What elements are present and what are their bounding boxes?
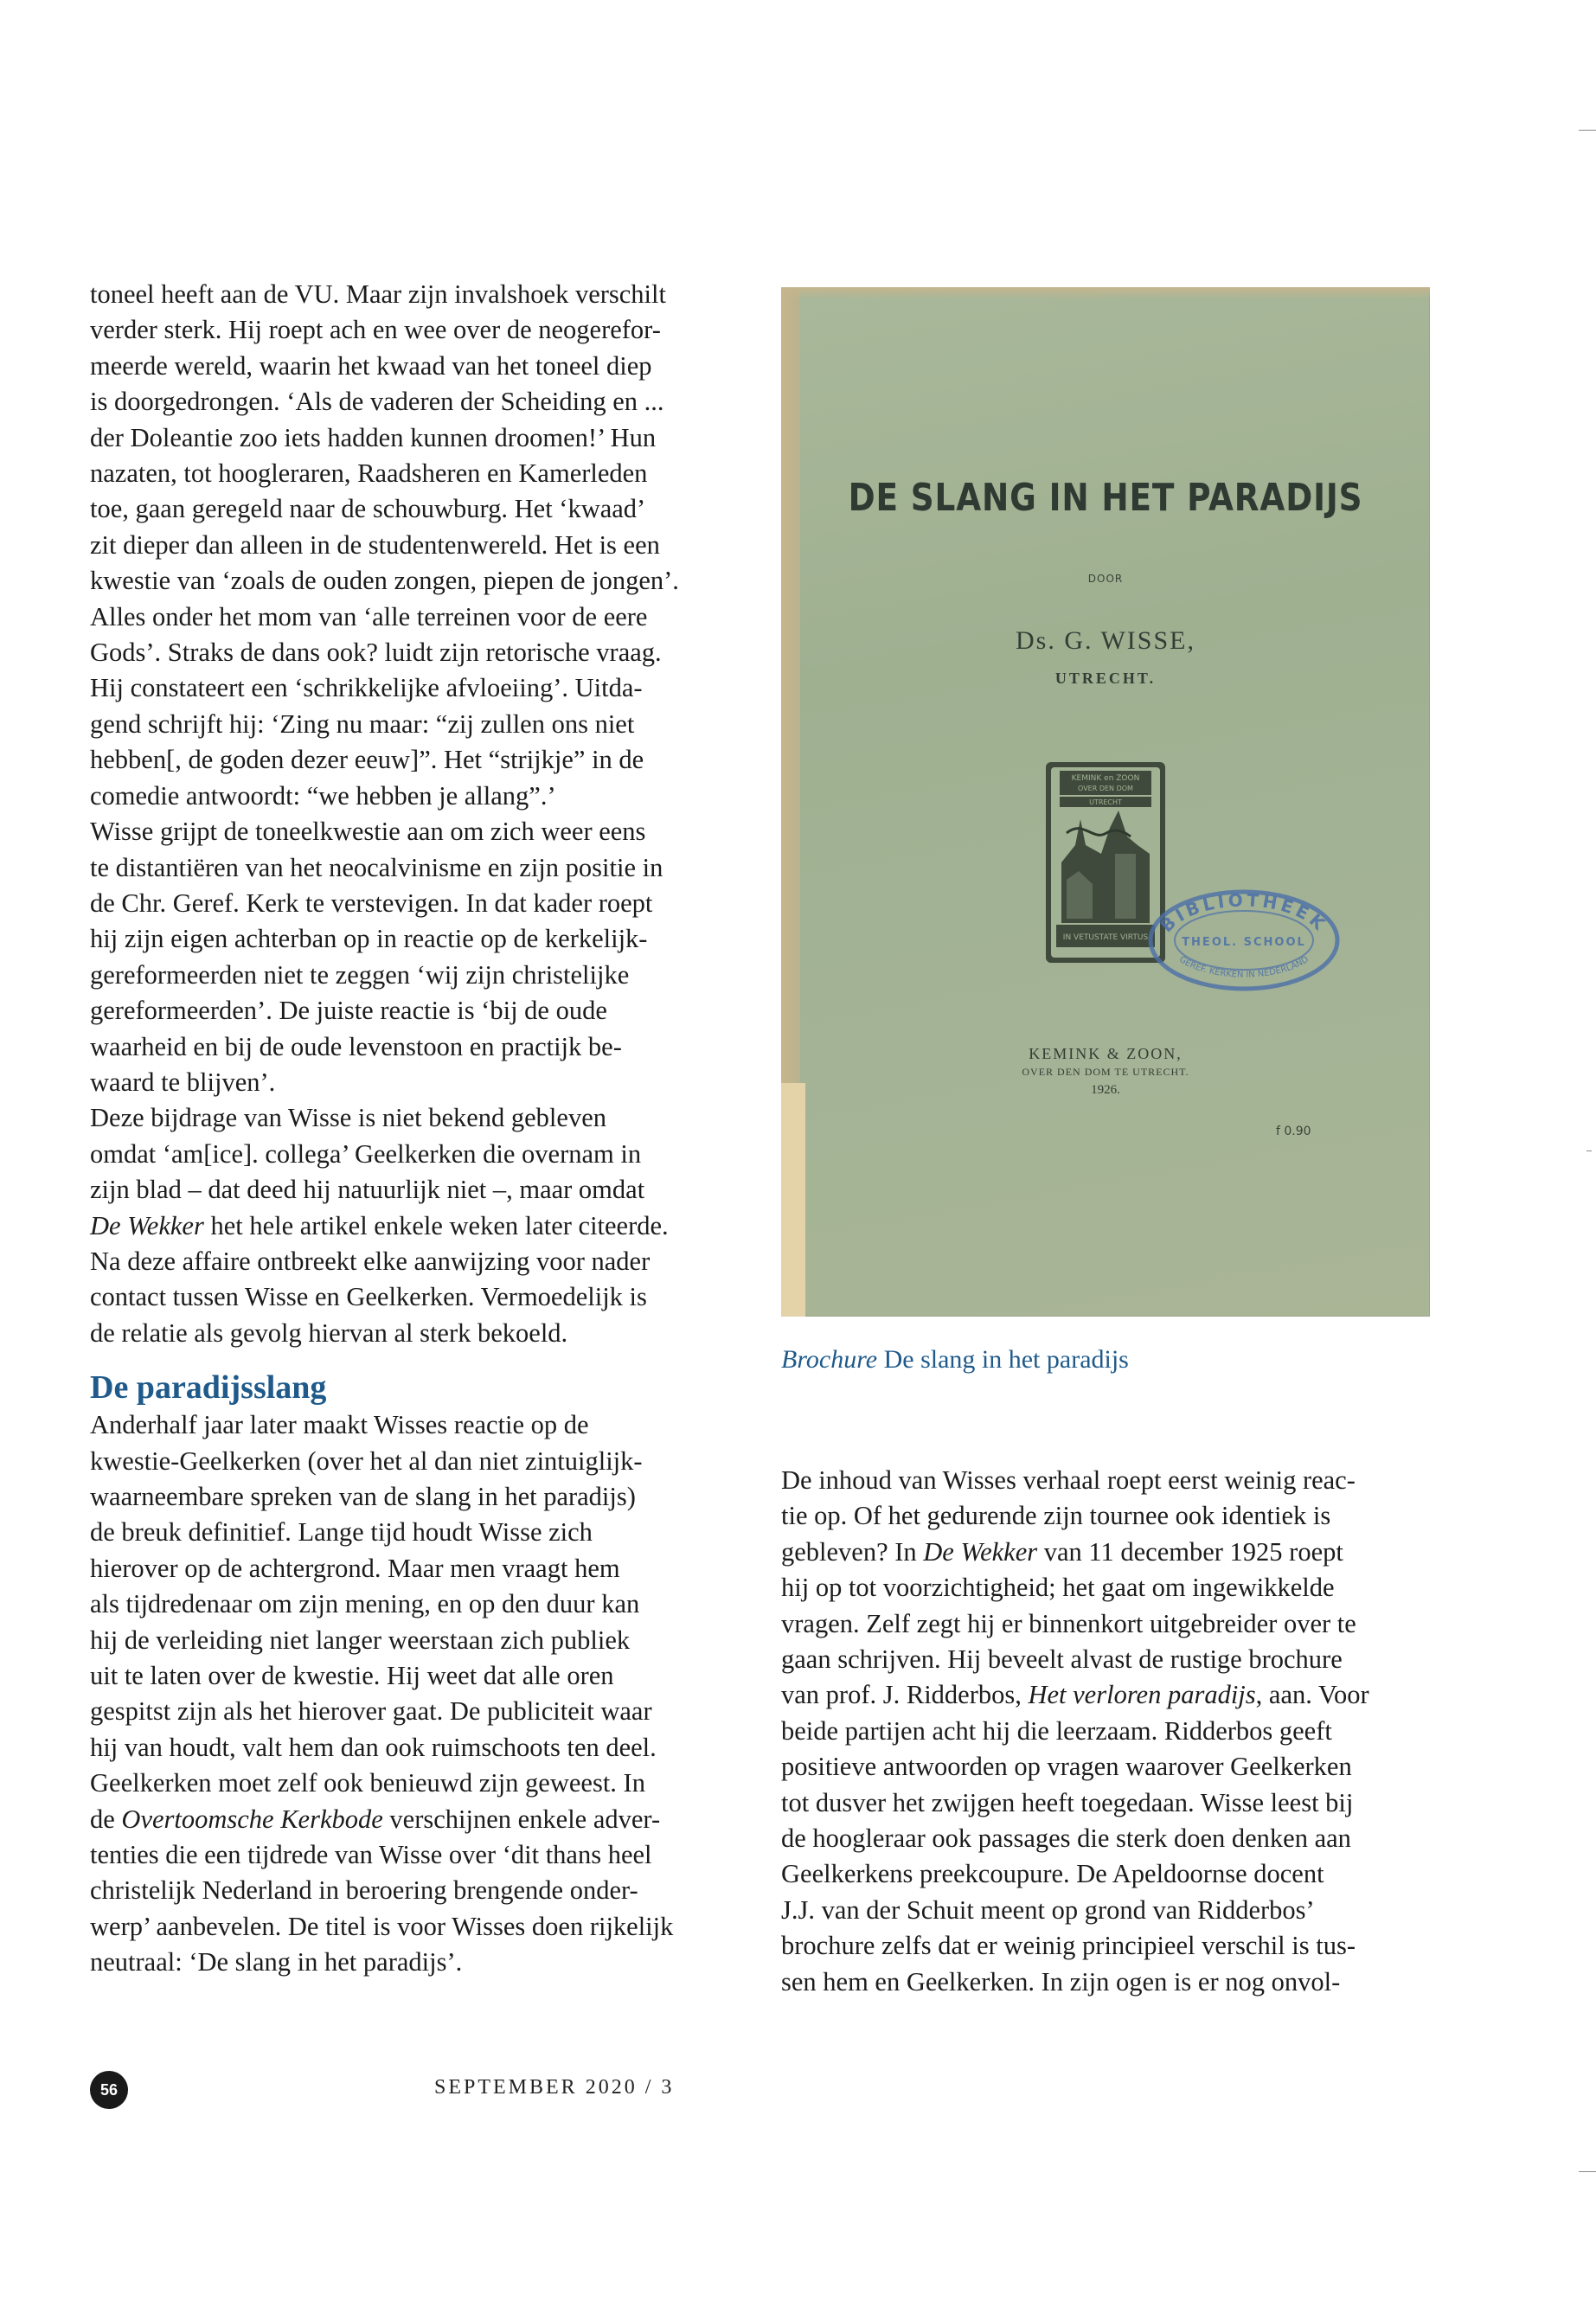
crop-mark [1586, 1150, 1592, 1151]
text-line: kwestie van ‘zoals de ouden zongen, piepen de jongen’. [90, 566, 679, 596]
text-line: hebben[, de goden dezer eeuw]”. Het “strijkje” in de [90, 745, 644, 775]
paragraph-4 [90, 1407, 747, 1981]
text-line: omdat ‘am[ice]. collega’ Geelkerken die overnam in [90, 1138, 642, 1169]
crop-mark [1579, 130, 1596, 131]
text-line: tie op. Of het gedurende zijn tournee ook identiek is [781, 1501, 1331, 1531]
text-line: De inhoud van Wisses verhaal roept eerst weinig reac- [781, 1465, 1356, 1495]
text-line: hij zijn eigen achterban op in reactie op de kerkelijk- [90, 924, 648, 954]
text-line: te distantiëren van het neocalvinisme en zijn positie in [90, 852, 663, 882]
text-line: christelijk Nederland in beroering brengende onder- [90, 1875, 638, 1906]
text-line: hij de verleiding niet langer weerstaan zich publiek [90, 1625, 631, 1655]
text-line: Deze bijdrage van Wisse is niet bekend gebleven [90, 1103, 606, 1133]
text-line: Gods’. Straks de dans ook? luidt zijn retorische vraag. [90, 638, 662, 668]
brochure-cover-image [781, 287, 1430, 1317]
brochure-door: DOOR [1087, 573, 1124, 585]
emblem-sub-text: OVER DEN DOM [1078, 785, 1133, 792]
paragraph-2 [90, 814, 747, 1100]
text-line: der Doleantie zoo iets hadden kunnen droomen!’ Hun [90, 422, 657, 452]
paper-edge [781, 287, 1430, 299]
text-line: Hij constateert een ‘schrikkelijke afvloeiing’. Uitda- [90, 673, 643, 703]
caption-text: De slang in het paradijs [877, 1345, 1129, 1374]
text-line [781, 1535, 1439, 1570]
text-line: werp’ aanbevelen. De titel is voor Wisses doen rijkelijk [90, 1911, 674, 1941]
text-line: zit dieper dan alleen in de studentenwereld. Het is een [90, 529, 660, 560]
text-line: verder sterk. Hij roept ach en wee over de neogerefor- [90, 315, 661, 345]
paragraph-5 [781, 1463, 1439, 2000]
crop-mark [1579, 2171, 1596, 2172]
text-line: gespitst zijn als het hierover gaat. De publiciteit waar [90, 1696, 652, 1727]
text-line: hij van houdt, valt hem dan ook ruimschoots ten deel. [90, 1732, 657, 1762]
text-line: de breuk definitief. Lange tijd houdt Wisse zich [90, 1517, 593, 1548]
text-fragment: de [90, 1804, 122, 1834]
text-line: uit te laten over de kwestie. Hij weet dat alle oren [90, 1661, 614, 1691]
stamp-bottom-text: GEREF. KERKEN IN NEDERLAND [1176, 954, 1311, 980]
text-line: neutraal: ‘De slang in het paradijs’. [90, 1947, 463, 1977]
section-heading: De paradijsslang [90, 1369, 327, 1407]
text-line: tenties die een tijdrede van Wisse over ‘dit thans heel [90, 1840, 652, 1870]
text-line: Geelkerken moet zelf ook benieuwd zijn geweest. In [90, 1768, 645, 1798]
brochure-price: f 0.90 [1276, 1125, 1311, 1138]
text-line: toneel heeft aan de VU. Maar zijn invalshoek verschilt [90, 279, 666, 309]
text-line: gereformeerden’. De juiste reactie is ‘bij de oude [90, 996, 607, 1026]
text-fragment: van 11 december 1925 roept [1037, 1536, 1343, 1567]
text-fragment: van prof. J. Ridderbos, [781, 1680, 1029, 1710]
stamp-mid-text: THEOL. SCHOOL [1182, 936, 1306, 949]
periodical-title: De Wekker [923, 1536, 1038, 1567]
caption-italic: Brochure [781, 1345, 878, 1374]
right-column [781, 1463, 1439, 2000]
book-title: Het verloren paradijs [1028, 1680, 1256, 1710]
svg-text:BIBLIOTHEEK [1157, 889, 1332, 936]
periodical-title: De Wekker [90, 1210, 204, 1240]
text-line: Alles onder het mom van ‘alle terreinen voor de eere [90, 601, 648, 631]
brochure-year: 1926. [1091, 1083, 1120, 1097]
text-line: de relatie als gevolg hiervan al sterk bekoeld. [90, 1317, 568, 1348]
issue-label: SEPTEMBER 2020 / 3 [434, 2076, 675, 2099]
text-line: sen hem en Geelkerken. In zijn ogen is er nog onvol- [781, 1966, 1341, 1997]
page-number-badge: 56 [90, 2071, 128, 2109]
text-line: kwestie-Geelkerken (over het al dan niet zintuiglijk- [90, 1445, 643, 1476]
text-line: Geelkerkens preekcoupure. De Apeldoornse docent [781, 1859, 1324, 1889]
text-fragment: gebleven? In [781, 1536, 924, 1567]
paper-edge-tear [781, 1083, 805, 1317]
text-line: Anderhalf jaar later maakt Wisses reactie op de [90, 1410, 589, 1440]
brochure-author: Ds. G. WISSE, [1016, 626, 1195, 655]
periodical-title: Overtoomsche Kerkbode [121, 1804, 383, 1834]
text-line: J.J. van der Schuit meent op grond van Ridderbos’ [781, 1894, 1315, 1925]
paragraph-1 [90, 277, 747, 814]
text-line: brochure zelfs dat er weinig principieel verschil is tus- [781, 1931, 1356, 1961]
image-caption [781, 1345, 1129, 1375]
text-line: contact tussen Wisse en Geelkerken. Vermoedelijk is [90, 1282, 647, 1312]
text-line: beide partijen acht hij die leerzaam. Ridderbos geeft [781, 1715, 1332, 1746]
emblem-top-text: KEMINK en ZOON [1071, 774, 1140, 783]
left-column [90, 277, 747, 1981]
text-line [90, 1208, 747, 1244]
text-line: nazaten, tot hoogleraren, Raadsheren en Kamerleden [90, 458, 648, 489]
text-line: gend schrijft hij: ‘Zing nu maar: “zij zullen ons niet [90, 708, 635, 739]
text-fragment: , aan. Voor [1255, 1680, 1369, 1710]
text-line: hierover op de achtergrond. Maar men vraagt hem [90, 1553, 620, 1583]
text-line: zijn blad – dat deed hij natuurlijk niet –, maar omdat [90, 1175, 645, 1205]
emblem-motto-text: IN VETUSTATE VIRTUS [1062, 933, 1149, 942]
text-line: toe, gaan geregeld naar de schouwburg. Het ‘kwaad’ [90, 494, 646, 524]
text-line: de Chr. Geref. Kerk te verstevigen. In dat kader roept [90, 888, 653, 918]
text-line [781, 1677, 1439, 1713]
text-fragment: verschijnen enkele adver- [382, 1804, 661, 1834]
emblem-city-text: UTRECHT [1089, 798, 1122, 806]
brochure-publisher: KEMINK & ZOON, [1029, 1045, 1183, 1062]
brochure-city: UTRECHT. [1054, 670, 1157, 687]
text-line: als tijdredenaar om zijn mening, en op den duur kan [90, 1589, 640, 1619]
text-line: waard te blijven’. [90, 1067, 276, 1097]
text-line: meerde wereld, waarin het kwaad van het toneel diep [90, 350, 652, 381]
svg-text:GEREF. KERKEN IN NEDERLAND [1177, 955, 1311, 980]
text-line: comedie antwoordt: “we hebben je allang”.’ [90, 780, 556, 811]
library-stamp [1144, 884, 1343, 997]
brochure-address: OVER DEN DOM TE UTRECHT. [1022, 1066, 1189, 1078]
paragraph-3 [90, 1100, 747, 1351]
stamp-top-text: BIBLIOTHEEK [1156, 889, 1332, 937]
text-line: de hoogleraar ook passages die sterk doen denken aan [781, 1823, 1351, 1854]
text-line: Wisse grijpt de toneelkwestie aan om zich weer eens [90, 817, 646, 847]
text-line: waarheid en bij de oude levenstoon en practijk be- [90, 1031, 622, 1061]
text-line [90, 1802, 747, 1837]
text-fragment: het hele artikel enkele weken later citeerde. [203, 1210, 669, 1240]
text-line: gaan schrijven. Hij beveelt alvast de rustige brochure [781, 1644, 1343, 1675]
text-line: hij op tot voorzichtigheid; het gaat om ingewikkelde [781, 1573, 1335, 1603]
text-line: vragen. Zelf zegt hij er binnenkort uitgebreider over te [781, 1608, 1356, 1638]
text-line: tot dusver het zwijgen heeft toegedaan. Wisse leest bij [781, 1787, 1354, 1817]
brochure-title: DE SLANG IN HET PARADIJS [848, 476, 1363, 520]
text-line: positieve antwoorden op vragen waarover Geelkerken [781, 1752, 1352, 1782]
text-line: waarneembare spreken van de slang in het paradijs) [90, 1482, 636, 1511]
text-line: is doorgedrongen. ‘Als de vaderen der Scheiding en ... [90, 387, 664, 417]
text-line: Na deze affaire ontbreekt elke aanwijzing voor nader [90, 1246, 651, 1276]
text-line: gereformeerden niet te zeggen ‘wij zijn christelijke [90, 959, 630, 990]
